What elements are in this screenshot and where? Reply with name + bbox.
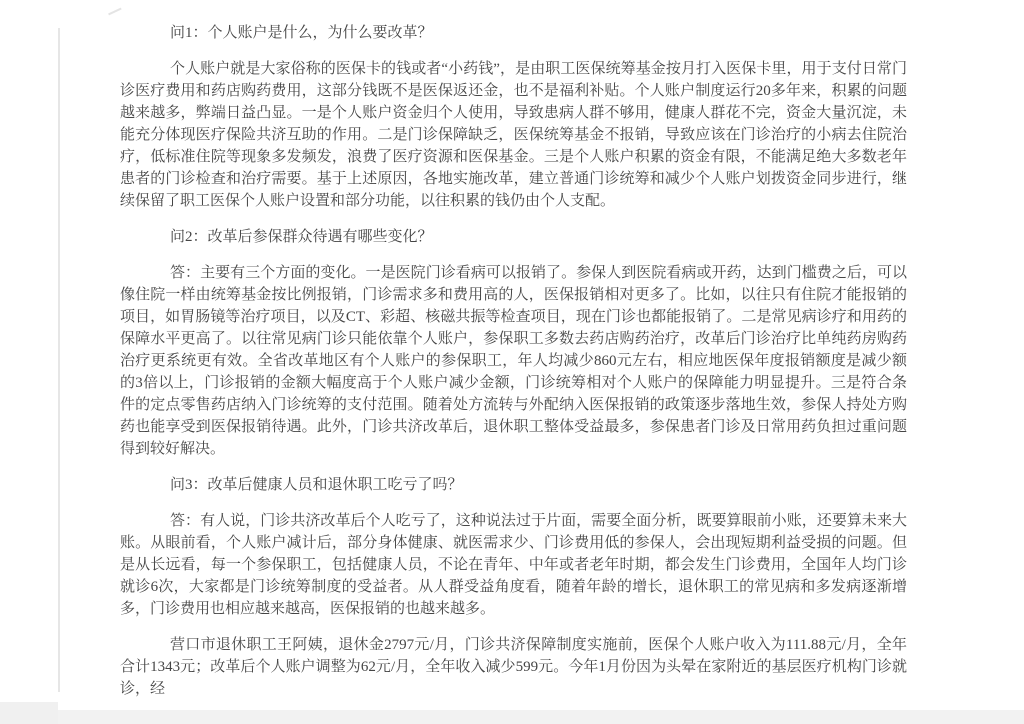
page-left-edge-line	[58, 28, 60, 692]
answer-2-paragraph: 答：主要有三个方面的变化。一是医院门诊看病可以报销了。参保人到医院看病或开药，达到门槛费之后，可以像住院一样由统筹基金按比例报销，门诊需求多和费用高的人，医保报销相对更多了。比如，以往只有住院才能报销的项目，如胃肠镜等治疗项目，以及CT、彩超、核磁共振等检查项目，现在门诊也都能报销了。二是常见病诊疗和用药的保障水平更高了。以往常见病门诊只能依靠个人账户，参保职工多数去药店购药治疗，改革后门诊治疗比单纯药房购药治疗更系统更有效。全省改革地区有个人账户的参保职工，年人均减少860元左右，相应地医保年度报销额度是减少额的3倍以上，门诊报销的金额大幅度高于个人账户减少金额，门诊统筹相对个人账户的保障能力明显提升。三是符合条件的定点零售药店纳入门诊统筹的支付范围。随着处方流转与外配纳入医保报销的政策逐步落地生效，参保人持处方购药也能享受到医保报销待遇。此外，门诊共济改革后，退休职工整体受益最多，参保患者门诊及日常用药负担过重问题得到较好解决。	[120, 265, 907, 457]
page-bottom-edge	[0, 710, 1024, 724]
question-3-heading: 问3：改革后健康人员和退休职工吃亏了吗？	[170, 477, 463, 493]
question-2-heading: 问2：改革后参保群众待遇有哪些变化？	[170, 229, 433, 245]
page-bottom-left-corner	[0, 702, 58, 724]
document-content	[120, 22, 907, 700]
case-example-paragraph: 营口市退休职工王阿姨，退休金2797元/月，门诊共济保障制度实施前，医保个人账户收入为111.88元/月，全年合计1343元；改革后个人账户调整为62元/月，全年收入减少599元。今年1月份因为头晕在家附近的基层医疗机构门诊就诊，经	[120, 637, 907, 697]
answer-1-paragraph: 个人账户就是大家俗称的医保卡的钱或者“小药钱”，是由职工医保统筹基金按月打入医保卡里，用于支付日常门诊医疗费用和药店购药费用，这部分钱既不是医保返还金，也不是福利补贴。个人账户制度运行20多年来，积累的问题越来越多，弊端日益凸显。一是个人账户资金归个人使用，导致患病人群不够用，健康人群花不完，资金大量沉淀，未能充分体现医疗保险共济互助的作用。二是门诊保障缺乏，医保统筹基金不报销，导致应该在门诊治疗的小病去住院治疗，低标准住院等现象多发频发，浪费了医疗资源和医保基金。三是个人账户积累的资金有限，不能满足绝大多数老年患者的门诊检查和治疗需要。基于上述原因，各地实施改革，建立普通门诊统筹和减少个人账户划拨资金同步进行，继续保留了职工医保个人账户设置和部分功能，以往积累的钱仍由个人支配。	[120, 61, 907, 209]
question-1-heading: 问1：个人账户是什么，为什么要改革？	[170, 25, 433, 41]
answer-3-paragraph: 答：有人说，门诊共济改革后个人吃亏了，这种说法过于片面，需要全面分析，既要算眼前小账，还要算未来大账。从眼前看，个人账户减计后，部分身体健康、就医需求少、门诊费用低的参保人，会出现短期利益受损的问题。但是从长远看，每一个参保职工，包括健康人员，不论在青年、中年或者老年时期，都会发生门诊费用，全国年人均门诊就诊6次，大家都是门诊统筹制度的受益者。从人群受益角度看，随着年龄的增长，退休职工的常见病和多发病逐渐增多，门诊费用也相应越来越高，医保报销的也越来越多。	[120, 513, 907, 617]
